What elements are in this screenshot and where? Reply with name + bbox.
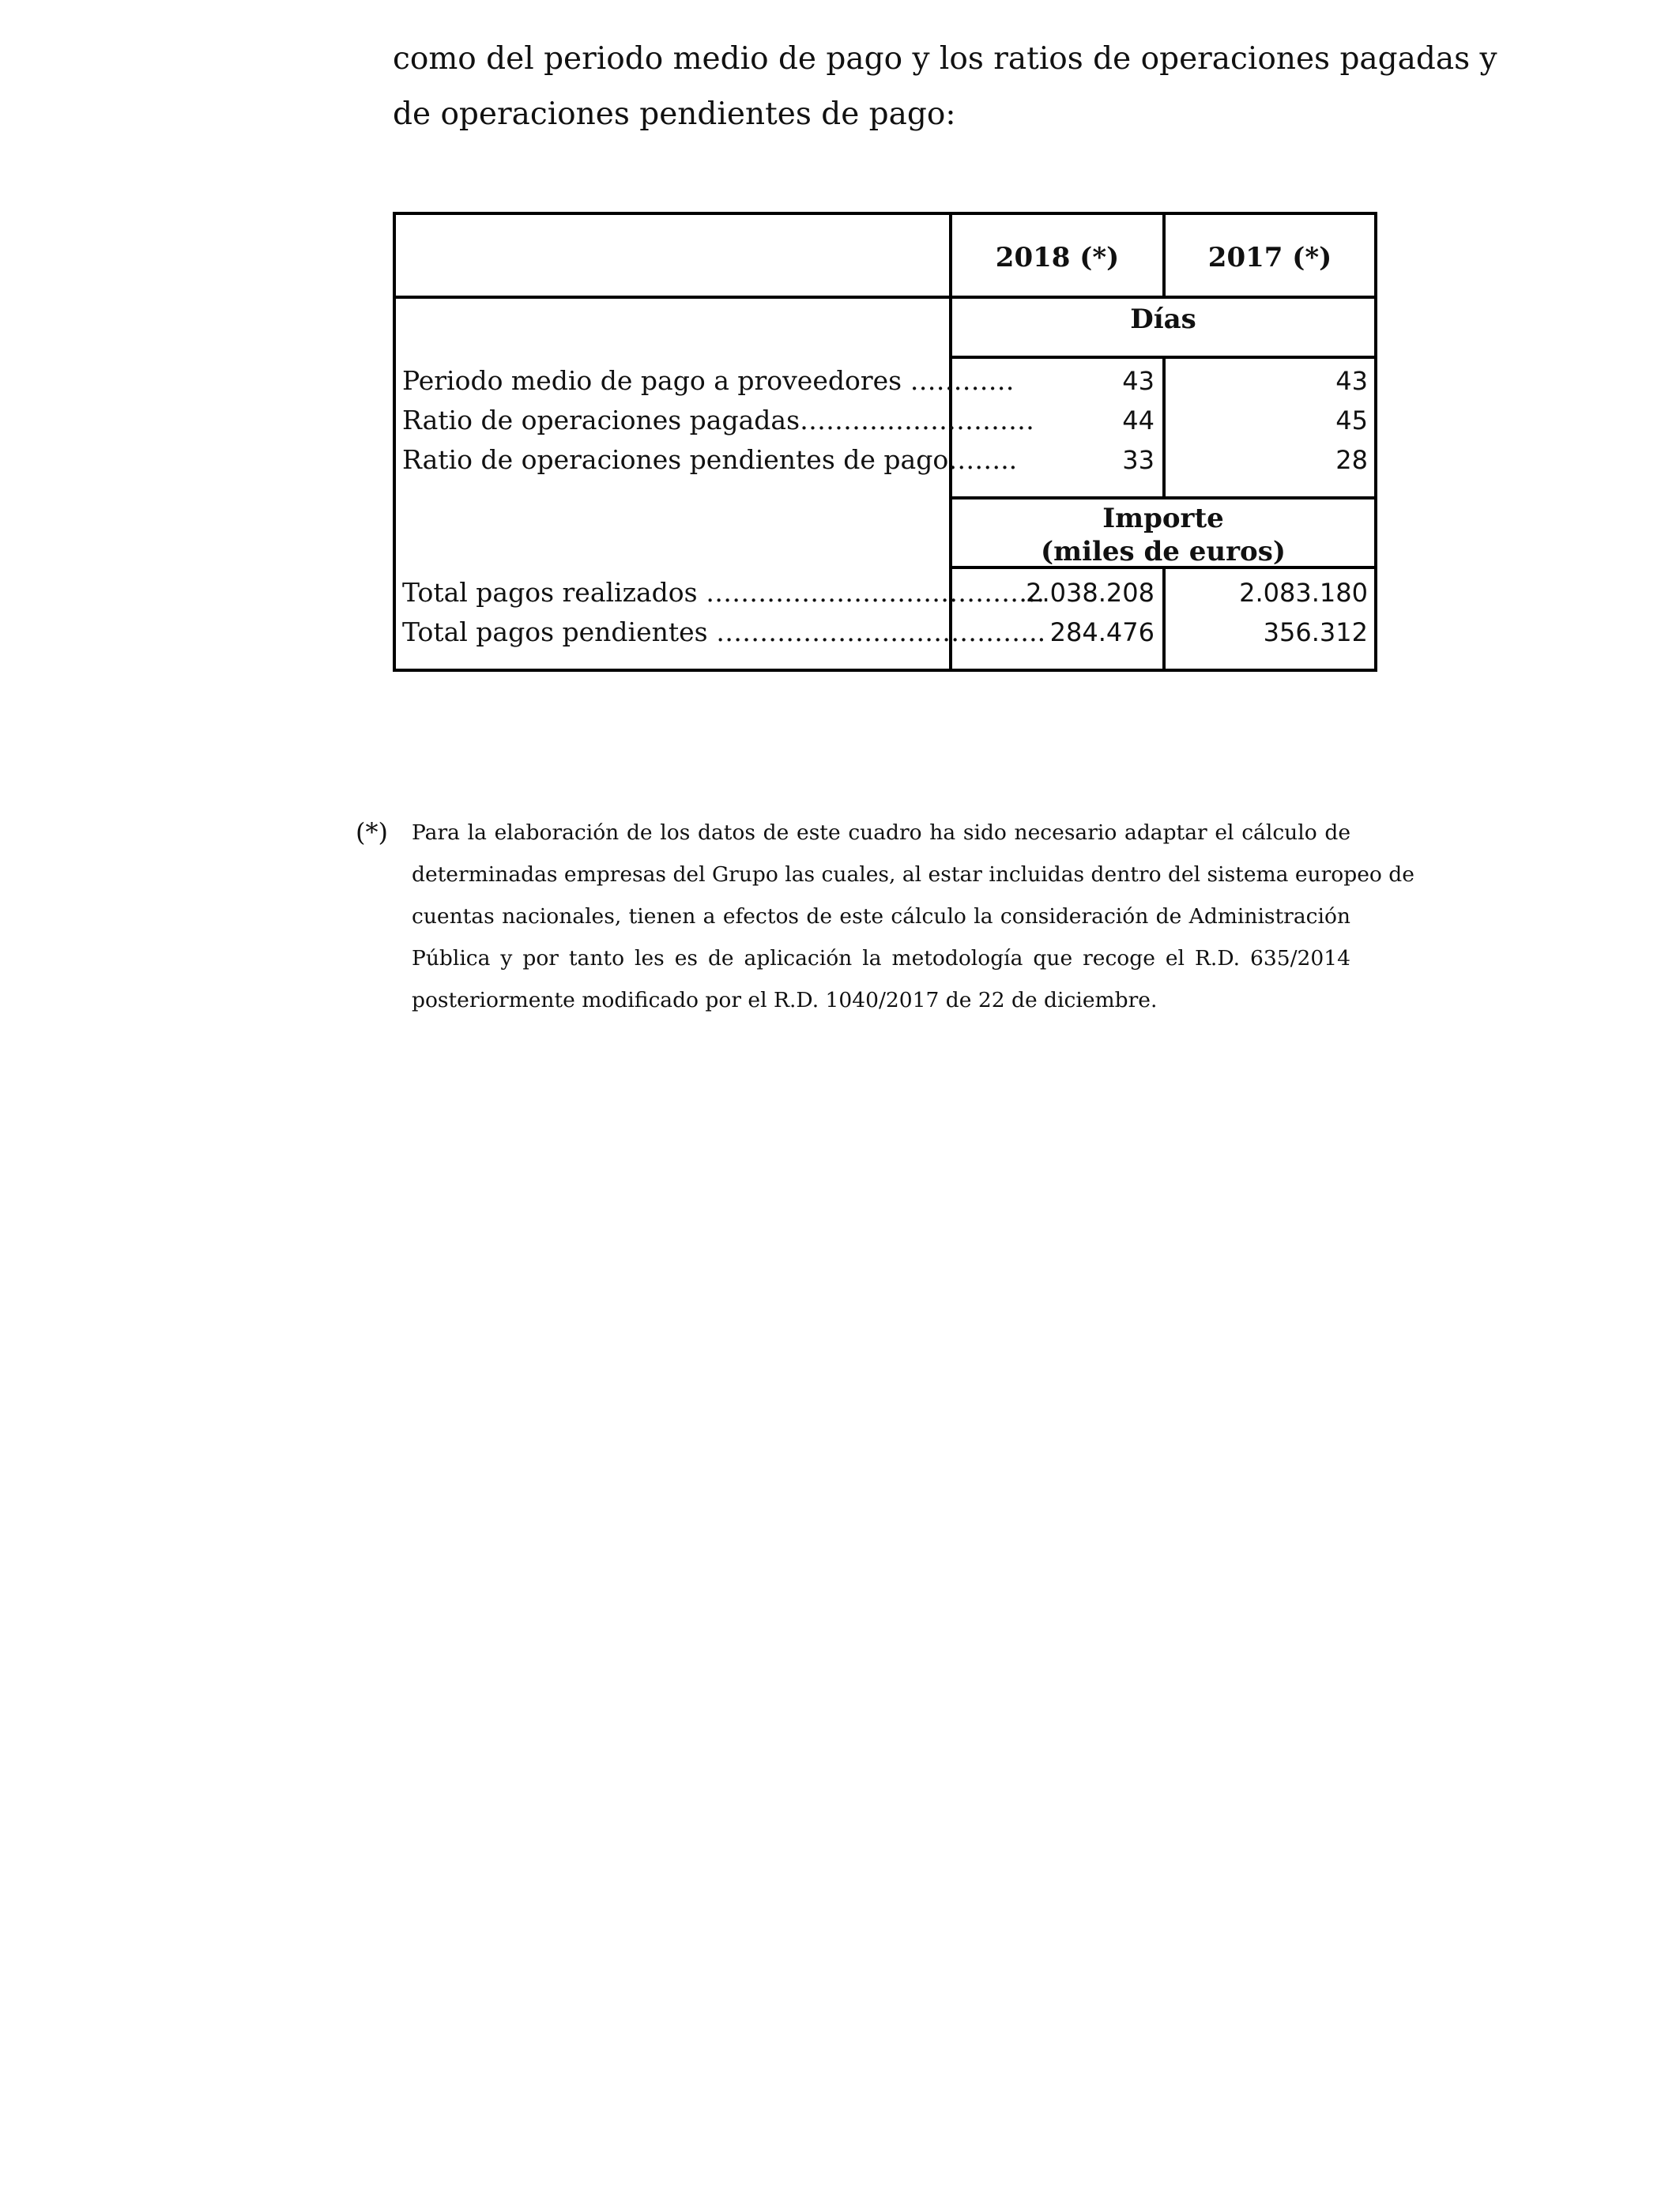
intro-paragraph xyxy=(393,32,1497,142)
footnote-line-1: Para la elaboración de los datos de este cuadro ha sido necesario adaptar el cálculo de xyxy=(412,820,1350,845)
column-header-2018: 2018 (*) xyxy=(995,242,1120,273)
value-2018-pending-operations-ratio: 33 xyxy=(1122,445,1155,475)
value-2018-total-payments-pending: 284.476 xyxy=(1049,617,1155,647)
payment-period-table xyxy=(393,212,1377,672)
row-label-pending-operations-ratio: Ratio de operaciones pendientes de pago…….. xyxy=(402,444,1018,475)
section-label-days: Días xyxy=(1130,303,1196,335)
value-2017-total-payments-pending: 356.312 xyxy=(1263,617,1368,647)
column-header-2017: 2017 (*) xyxy=(1207,242,1332,273)
footnote-line-4: Pública y por tanto les es de aplicación la metodología que recoge el R.D. 635/2014 xyxy=(412,946,1350,971)
section-label-amount-unit: (miles de euros) xyxy=(1041,536,1286,567)
footnote-line-3: cuentas nacionales, tienen a efectos de este cálculo la consideración de Administración xyxy=(412,904,1350,929)
footnote-text xyxy=(412,812,1414,1021)
footnote-line-5: posteriormente modificado por el R.D. 1040/2017 de 22 de diciembre. xyxy=(412,988,1158,1012)
row-label-average-payment-period: Periodo medio de pago a proveedores ………… xyxy=(402,365,1015,396)
row-label-total-payments-made: Total pagos realizados ………………………………… xyxy=(402,577,1045,608)
value-2017-pending-operations-ratio: 28 xyxy=(1335,445,1368,475)
row-label-paid-operations-ratio: Ratio de operaciones pagadas……………………… xyxy=(402,405,1035,435)
footnote-line-2: determinadas empresas del Grupo las cuales, al estar incluidas dentro del sistema europeo de xyxy=(412,862,1414,887)
value-2017-paid-operations-ratio: 45 xyxy=(1335,405,1368,435)
value-2018-total-payments-made: 2.038.208 xyxy=(1026,578,1155,608)
value-2018-average-payment-period: 43 xyxy=(1122,366,1155,396)
header-bottom-rule xyxy=(396,296,1374,299)
days-section-rule xyxy=(949,356,1374,359)
value-2018-paid-operations-ratio: 44 xyxy=(1122,405,1155,435)
row-label-total-payments-pending: Total pagos pendientes ……………………………….. xyxy=(402,616,1046,647)
amount-section-top-rule xyxy=(949,496,1374,499)
value-2017-average-payment-period: 43 xyxy=(1335,366,1368,396)
intro-line-1: como del periodo medio de pago y los ratios de operaciones pagadas y xyxy=(393,41,1497,77)
footnote-marker: (*) xyxy=(356,817,388,847)
value-2017-total-payments-made: 2.083.180 xyxy=(1239,578,1368,608)
section-label-amount: Importe xyxy=(1102,503,1224,534)
intro-line-2: de operaciones pendientes de pago: xyxy=(393,96,956,132)
